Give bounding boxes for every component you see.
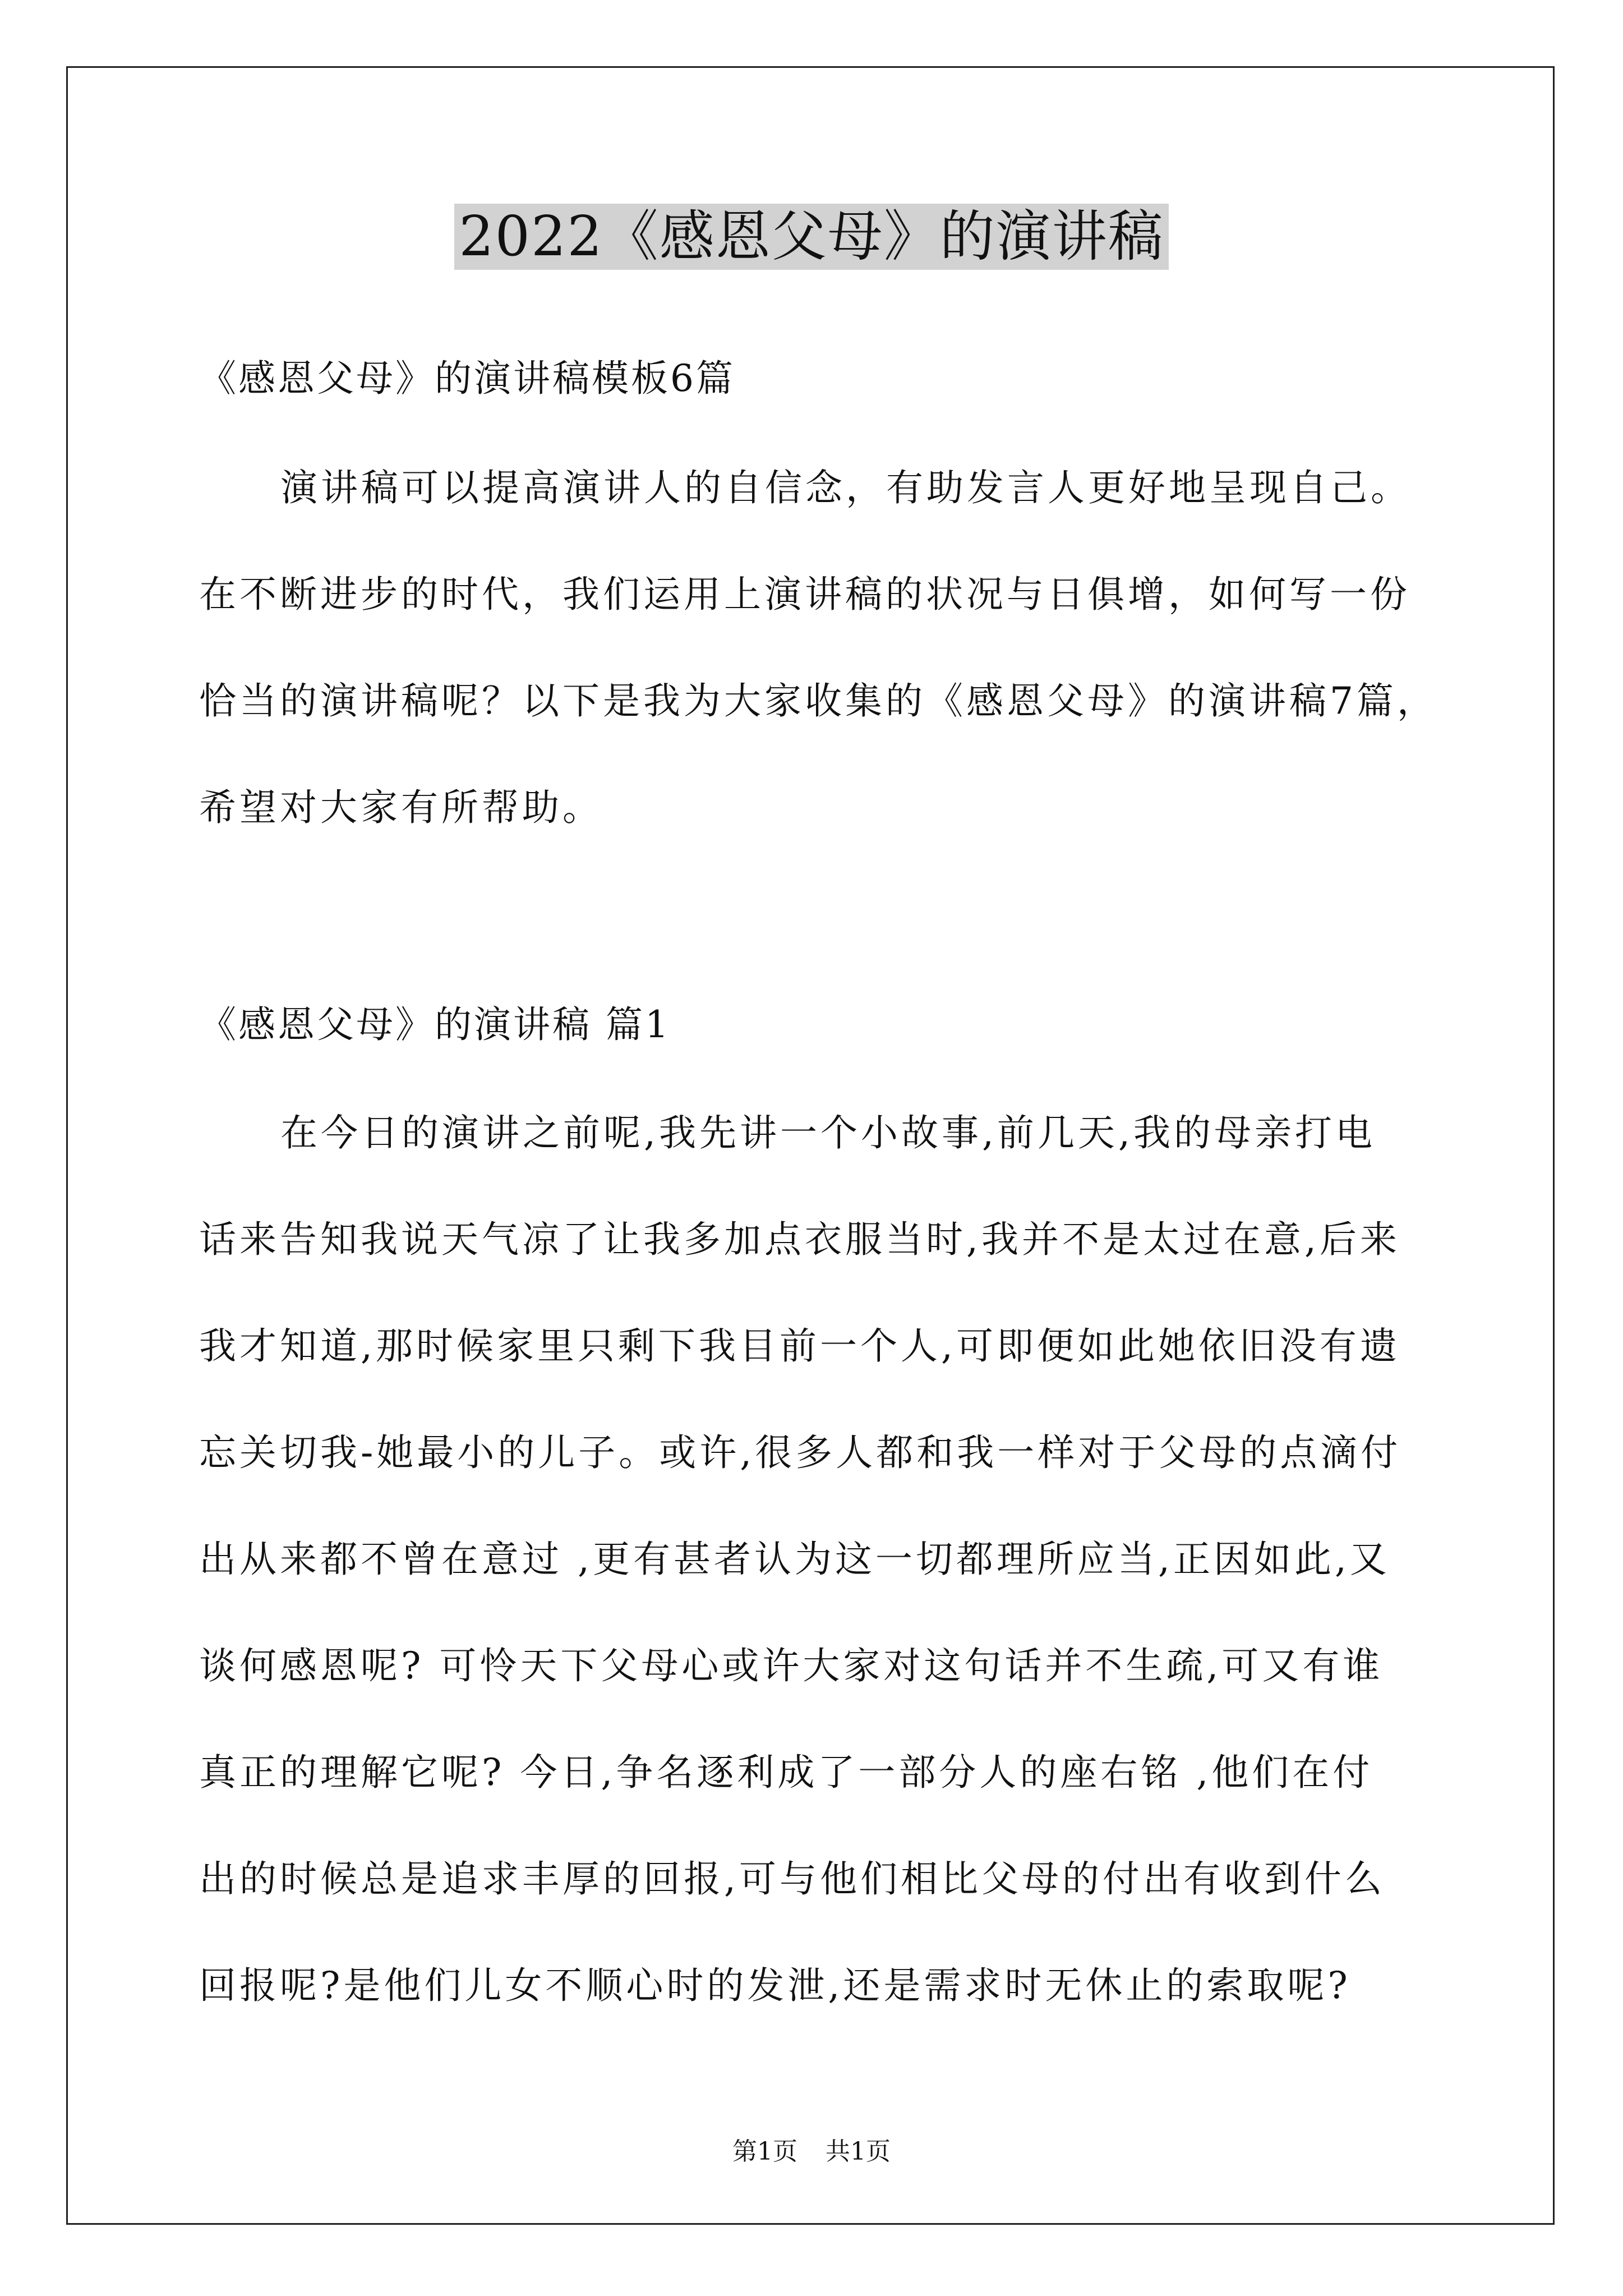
body-line: 出从来都不曾在意过 ,更有甚者认为这一切都理所应当,正因如此,又 xyxy=(199,1538,1390,1581)
intro-line: 演讲稿可以提高演讲人的自信念，有助发言人更好地呈现自己。 xyxy=(280,466,1411,509)
body-line: 真正的理解它呢? 今日,争名逐利成了一部分人的座右铭 ,他们在付 xyxy=(199,1751,1373,1794)
body-line: 谈何感恩呢? 可怜天下父母心或许大家对这句话并不生疏,可又有谁 xyxy=(199,1644,1384,1687)
page-number: 第1页 xyxy=(732,2137,797,2166)
body-line: 回报呢?是他们儿女不顺心时的发泄,还是需求时无休止的索取呢? xyxy=(199,1964,1351,2007)
page-total: 共1页 xyxy=(826,2137,891,2166)
body-line: 忘关切我-她最小的儿子。或许,很多人都和我一样对于父母的点滴付 xyxy=(199,1431,1401,1474)
body-line: 我才知道,那时候家里只剩下我目前一个人,可即便如此她依旧没有遗 xyxy=(199,1324,1400,1368)
section-heading: 《感恩父母》的演讲稿 篇1 xyxy=(199,1003,671,1046)
page-footer xyxy=(0,2136,1623,2168)
intro-line: 在不断进步的时代，我们运用上演讲稿的状况与日俱增，如何写一份 xyxy=(199,573,1410,616)
body-line: 出的时候总是追求丰厚的回报,可与他们相比父母的付出有收到什么 xyxy=(199,1857,1385,1901)
body-line: 在今日的演讲之前呢,我先讲一个小故事,前几天,我的母亲打电 xyxy=(280,1111,1376,1154)
document-subtitle: 《感恩父母》的演讲稿模板6篇 xyxy=(199,357,735,400)
document-title xyxy=(0,203,1623,270)
intro-line: 恰当的演讲稿呢？以下是我为大家收集的《感恩父母》的演讲稿7篇， xyxy=(199,679,1437,723)
intro-line: 希望对大家有所帮助。 xyxy=(199,786,603,829)
body-line: 话来告知我说天气凉了让我多加点衣服当时,我并不是太过在意,后来 xyxy=(199,1218,1400,1261)
document-title-text: 2022《感恩父母》的演讲稿 xyxy=(454,204,1168,270)
